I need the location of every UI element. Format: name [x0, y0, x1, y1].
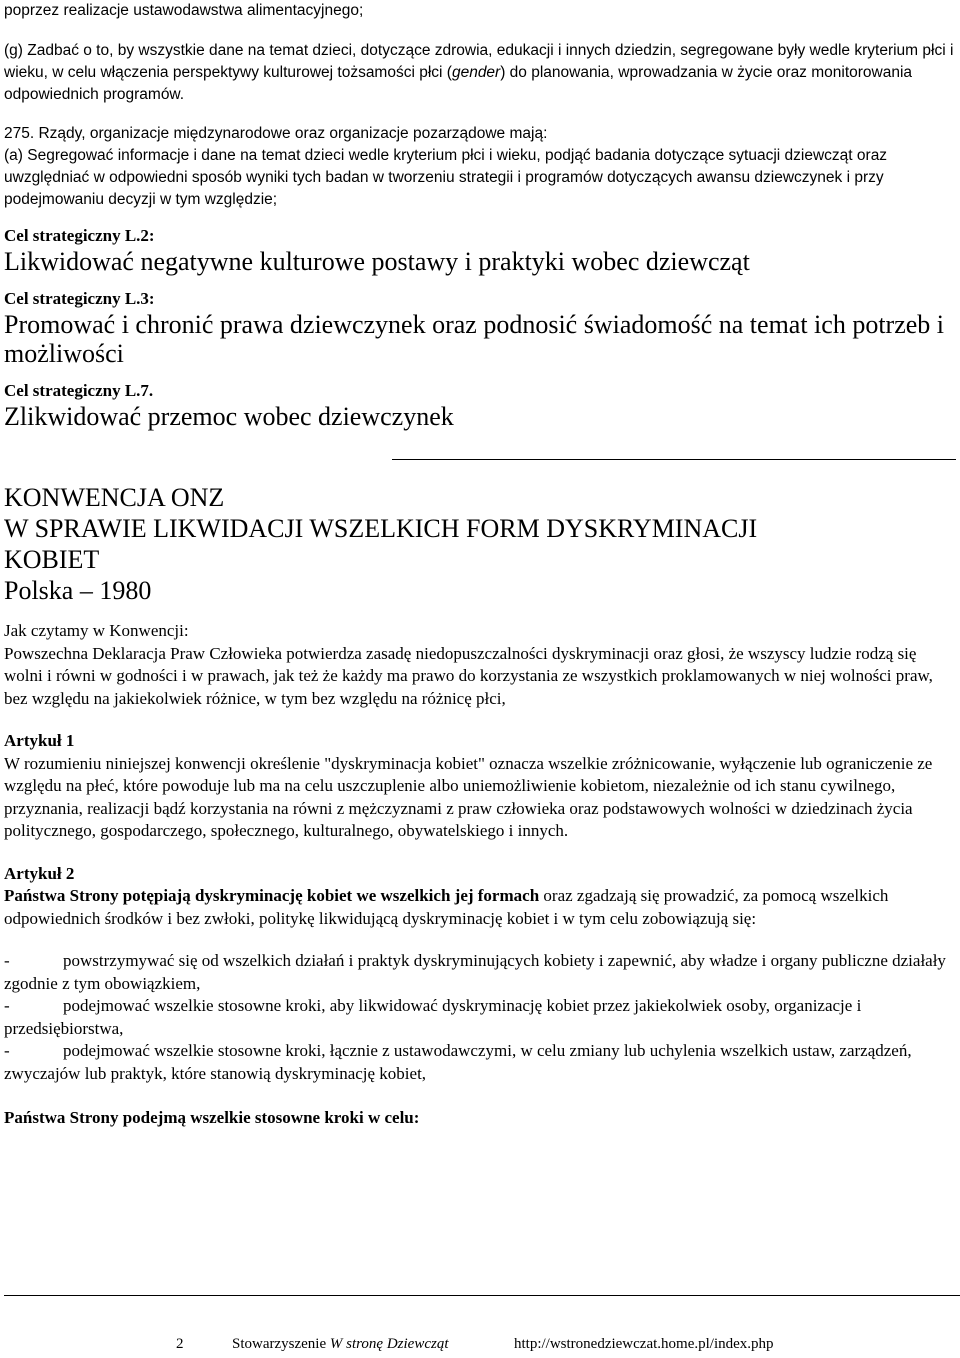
- goal-title: Likwidować negatywne kulturowe postawy i praktyki wobec dziewcząt: [4, 247, 750, 276]
- article-1: [4, 730, 956, 843]
- convention-title-line: W SPRAWIE LIKWIDACJI WSZELKICH FORM DYSKRYMINACJI: [4, 514, 758, 543]
- convention-title-line: Polska – 1980: [4, 576, 152, 605]
- paragraph-275-lead: 275. Rządy, organizacje międzynarodowe oraz organizacje pozarządowe mają:: [4, 125, 548, 142]
- intro-section: [4, 0, 956, 211]
- list-item: [4, 995, 956, 1040]
- goal-label: Cel strategiczny L.7.: [4, 381, 154, 400]
- paragraph-g-text: (g) Zadbać o to, by wszystkie dane na temat dzieci, dotyczące zdrowia, edukacji i innych dziedzin, segregowane były wedle kryterium płci i wieku, w celu włączenia perspektywy kulturowej tożsamości płci (: [4, 42, 954, 81]
- convention-title-line: KONWENCJA ONZ: [4, 483, 225, 512]
- convention-intro: [4, 620, 956, 710]
- article-2-lead-rest: oraz zgadzają się prowadzić, za pomocą wszelkich odpowiednich środków i bez zwłoki, politykę likwidującą dyskryminację kobiet i w tym celu zobowiązują się:: [4, 886, 889, 928]
- article-2-lead-bold: Państwa Strony potępiają dyskryminację kobiet we wszelkich jej formach: [4, 886, 540, 905]
- list-item: [4, 1040, 956, 1085]
- paragraph-275-a: (a) Segregować informacje i dane na temat dzieci wedle kryterium płci i wieku, podjąć badania dotyczące sytuacji dziewcząt oraz uwzględniać w odpowiedni sposób wyniki tych badan w tworzeniu strategii i programów dotyczących awansu dziewczynek i przy podejmowaniu decyzji w tym względzie;: [4, 147, 888, 208]
- convention-title-line: KOBIET: [4, 545, 100, 574]
- goal-label: Cel strategiczny L.3:: [4, 289, 155, 308]
- list-item-text: powstrzymywać się od wszelkich działań i praktyk dyskryminujących kobiety i zapewnić, aby władze i organy publiczne działały zgodnie z tym obowiązkiem,: [4, 951, 946, 993]
- goal-title: Promować i chronić prawa dziewczynek oraz podnosić świadomość na temat ich potrzeb i możliwości: [4, 310, 944, 368]
- footer-divider: [4, 1295, 960, 1296]
- list-item-text: podejmować wszelkie stosowne kroki, łącznie z ustawodawczymi, w celu zmiany lub uchylenia wszelkich ustaw, zarządzeń, zwyczajów lub praktyk, które stanowią dyskryminację kobiet,: [4, 1041, 912, 1083]
- convention-intro-label: Jak czytamy w Konwencji:: [4, 621, 189, 640]
- goal-title: Zlikwidować przemoc wobec dziewczynek: [4, 402, 454, 431]
- strategic-goal-l7: [4, 380, 956, 431]
- article-1-heading: Artykuł 1: [4, 731, 75, 750]
- article-2-lead: [4, 885, 956, 930]
- article-1-text: W rozumieniu niniejszej konwencji określenie "dyskryminacja kobiet" oznacza wszelkie zróżnicowanie, wyłączenie lub ograniczenie ze względu na płeć, które powoduje lub ma na celu uszczuplenie albo uniemożliwienie kobietom, niezależnie od ich stanu cywilnego, przyznania, realizacji bądź korzystania na równi z mężczyznami z praw człowieka oraz podstawowych wolności w dziedzinach życia politycznego, gospodarczego, społecznego, kulturalnego, obywatelskiego i innych.: [4, 753, 933, 840]
- article-2-heading: Artykuł 2: [4, 863, 75, 883]
- convention-intro-text: Powszechna Deklaracja Praw Człowieka potwierdza zasadę niedopuszczalności dyskryminacji oraz głosi, że wszyscy ludzie rodzą się wolni i równi w godności i w prawach, jak też że każdy ma prawo do korzystania ze wszystkich proklamowanych w niej wolności praw, bez względu na jakiekolwiek różnice, w tym bez względu na różnicę płci,: [4, 643, 933, 708]
- footer-url-link[interactable]: http://wstronedziewczat.home.pl/index.php: [514, 1336, 774, 1352]
- article-2-closing: Państwa Strony podejmą wszelkie stosowne kroki w celu:: [4, 1108, 420, 1127]
- list-dash: -: [4, 996, 10, 1015]
- document-page: [4, 0, 956, 1130]
- intro-line: poprzez realizacje ustawodawstwa alimentacyjnego;: [4, 2, 364, 19]
- strategic-goal-l2: [4, 225, 956, 276]
- footer-organization: [232, 1335, 449, 1353]
- footer-org-name: W stronę Dziewcząt: [329, 1336, 449, 1352]
- list-item-text: podejmować wszelkie stosowne kroki, aby likwidować dyskryminację kobiet przez jakiekolwiek osoby, organizacje i przedsiębiorstwa,: [4, 996, 862, 1038]
- list-item: [4, 950, 956, 995]
- convention-title: [4, 482, 956, 606]
- page-number: 2: [176, 1336, 184, 1352]
- list-dash: -: [4, 1041, 10, 1060]
- paragraph-g-text-end: ) do planowania, wprowadzania w życie oraz monitorowania odpowiednich programów.: [4, 64, 913, 103]
- paragraph-g: [4, 40, 956, 106]
- gender-term: gender: [451, 64, 501, 81]
- goal-label: Cel strategiczny L.2:: [4, 226, 155, 245]
- footer-org-prefix: Stowarzyszenie: [232, 1336, 330, 1352]
- article-2: [4, 863, 956, 1130]
- list-dash: -: [4, 951, 10, 970]
- strategic-goal-l3: [4, 288, 956, 368]
